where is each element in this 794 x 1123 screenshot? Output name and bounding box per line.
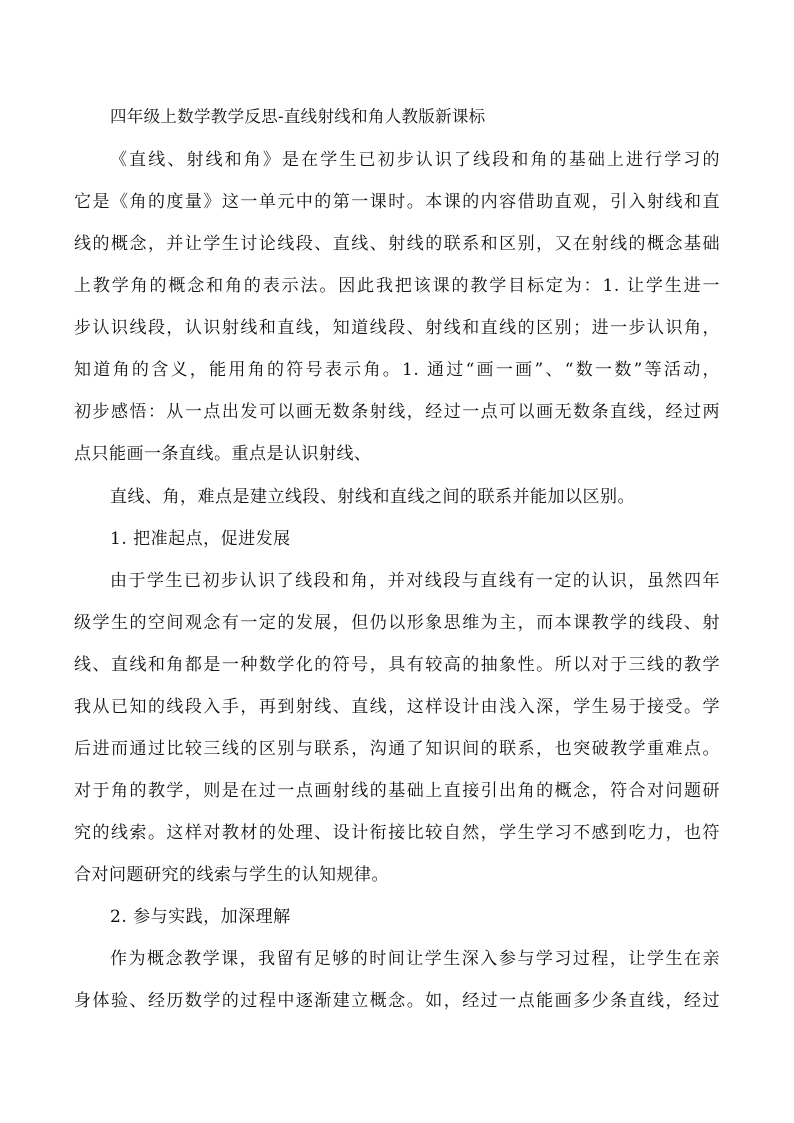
document-title: 四年级上数学教学反思-直线射线和角人教版新课标 (110, 107, 486, 126)
paragraph-line: 由于学生已初步认识了线段和角，并对线段与直线有一定的认识，虽然四年 (110, 571, 720, 591)
paragraph-line: 级学生的空间观念有一定的发展，但仍以形象思维为主，而本课教学的线段、射 (74, 613, 720, 633)
paragraph-line: 步认识线段，认识射线和直线，知道线段、射线和直线的区别；进一步认识角， (74, 318, 720, 338)
paragraph-line: 线、直线和角都是一种数学化的符号，具有较高的抽象性。所以对于三线的教学 (74, 655, 720, 675)
paragraph-line: 身体验、经历数学的过程中逐渐建立概念。如，经过一点能画多少条直线，经过 (74, 991, 720, 1011)
section-heading: 1. 把准起点，促进发展 (110, 529, 291, 549)
paragraph-line: 合对问题研究的线索与学生的认知规律。 (74, 865, 389, 885)
section-heading: 2. 参与实践，加深理解 (110, 907, 291, 927)
paragraph-line: 线的概念，并让学生讨论线段、直线、射线的联系和区别，又在射线的概念基础 (74, 234, 720, 254)
paragraph-line: 究的线索。这样对教材的处理、设计衔接比较自然，学生学习不感到吃力，也符 (74, 823, 720, 843)
paragraph-line: 直线、角，难点是建立线段、射线和直线之间的联系并能加以区别。 (110, 487, 635, 507)
paragraph-line: 点只能画一条直线。重点是认识射线、 (74, 444, 372, 464)
paragraph-line: 《直线、射线和角》是在学生已初步认识了线段和角的基础上进行学习的 (110, 150, 720, 170)
paragraph-line: 作为概念教学课，我留有足够的时间让学生深入参与学习过程，让学生在亲 (110, 949, 720, 969)
paragraph-line: 我从已知的线段入手，再到射线、直线，这样设计由浅入深，学生易于接受。学 (74, 697, 720, 717)
paragraph-line: 它是《角的度量》这一单元中的第一课时。本课的内容借助直观，引入射线和直 (74, 192, 720, 212)
paragraph-line: 上教学角的概念和角的表示法。因此我把该课的教学目标定为：1. 让学生进一 (74, 276, 720, 296)
paragraph-line: 知道角的含义，能用角的符号表示角。1. 通过“画一画”、“数一数”等活动， (74, 360, 720, 380)
paragraph-line: 对于角的教学，则是在过一点画射线的基础上直接引出角的概念，符合对问题研 (74, 781, 720, 801)
paragraph-line: 初步感悟：从一点出发可以画无数条射线，经过一点可以画无数条直线，经过两 (74, 402, 720, 422)
paragraph-line: 后进而通过比较三线的区别与联系，沟通了知识间的联系，也突破教学重难点。 (74, 739, 720, 759)
